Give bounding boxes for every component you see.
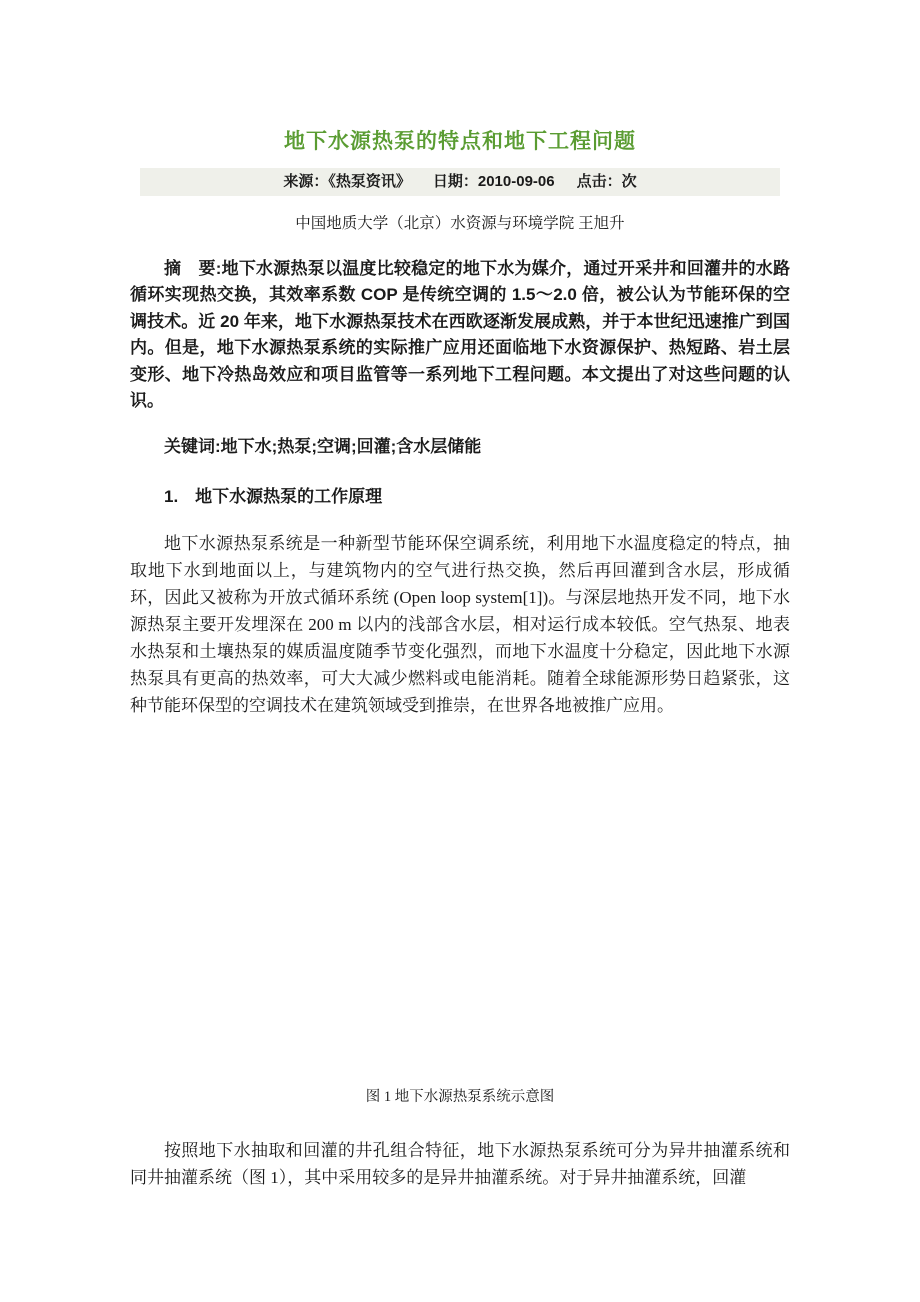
section1-paragraph: 地下水源热泵系统是一种新型节能环保空调系统，利用地下水温度稳定的特点，抽取地下水到地面以上，与建筑物内的空气进行热交换，然后再回灌到含水层，形成循环，因此又被称为开放式循环系统 (Open loop system[1])。与深层地热开发不同，地下水源热泵主要开发埋深在 200 m 以内的浅部含水层，相对运行成本较低。空气热泵、地表水热泵和土壤热泵的媒质温度随季节变化强烈，而地下水温度十分稳定，因此地下水源热泵具有更高的热效率，可大大减少燃料或电能消耗。随着全球能源形势日趋紧张，这种节能环保型的空调技术在建筑领域受到推崇，在世界各地被推广应用。	[130, 534, 790, 716]
closing-paragraph: 按照地下水抽取和回灌的井孔组合特征，地下水源热泵系统可分为异井抽灌系统和同井抽灌系统（图 1），其中采用较多的是异井抽灌系统。对于异井抽灌系统，回灌	[130, 1141, 790, 1188]
meta-bar	[140, 168, 780, 196]
keywords-line: 关键词:地下水;热泵;空调;回灌;含水层储能	[164, 437, 482, 457]
meta-clicks-label: 点击：次	[576, 173, 637, 190]
figure1-image-placeholder	[130, 719, 790, 1087]
abstract-paragraph: 摘 要:地下水源热泵以温度比较稳定的地下水为媒介，通过开采井和回灌井的水路循环实现热交换，其效率系数 COP 是传统空调的 1.5～2.0 倍，被公认为节能环保的空调技术。近 20 年来，地下水源热泵技术在西欧逐渐发展成熟，并于本世纪迅速推广到国内。但是，地下水源热泵系统的实际推广应用还面临地下水资源保护、热短路、岩土层变形、地下冷热岛效应和项目监管等一系列地下工程问题。本文提出了对这些问题的认识。	[130, 259, 790, 411]
section1-heading: 1. 地下水源热泵的工作原理	[164, 487, 383, 507]
meta-source-label: 来源：《热泵资讯》	[283, 173, 411, 190]
figure1-caption: 图 1 地下水源热泵系统示意图	[365, 1089, 555, 1106]
article-content	[130, 128, 790, 1191]
author-byline: 中国地质大学（北京）水资源与环境学院 王旭升	[295, 215, 625, 232]
meta-date-label: 日期：2010-09-06	[432, 173, 555, 190]
article-title: 地下水源热泵的特点和地下工程问题	[284, 130, 636, 153]
